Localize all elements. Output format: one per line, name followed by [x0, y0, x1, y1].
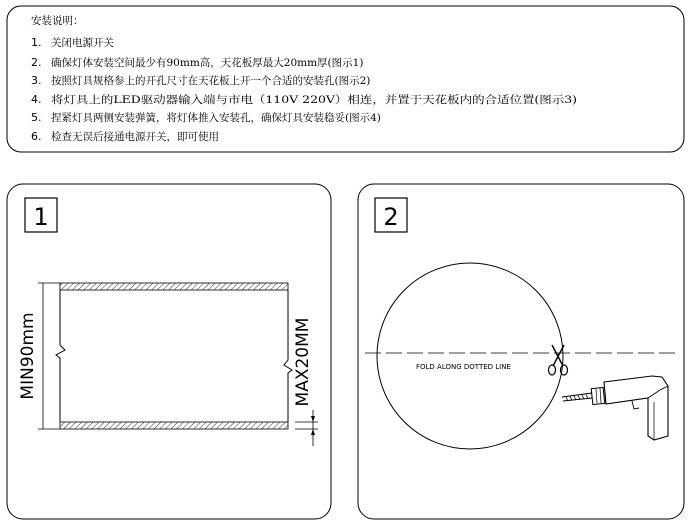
instruction-number: 1. — [31, 36, 42, 49]
instruction-number: 2. — [31, 56, 42, 69]
panel-2 — [358, 184, 684, 519]
instruction-number: 4. — [31, 93, 42, 106]
max-thickness-label: MAX20MM — [293, 317, 313, 407]
ceiling-bottom-strip — [60, 422, 288, 429]
instruction-text: 确保灯体安装空间最少有90mm高，天花板厚最大20mm厚(图示1) — [51, 57, 364, 69]
instructions-title: 安装说明： — [31, 15, 84, 27]
max-thickness-dimension — [293, 318, 318, 446]
drill-icon — [562, 376, 668, 440]
instruction-number: 3. — [31, 74, 42, 87]
instructions-box — [7, 6, 684, 152]
fold-label: FOLD ALONG DOTTED LINE — [416, 363, 511, 371]
instruction-text: 按照灯具规格参上的开孔尺寸在天花板上开一个合适的安装孔(图示2) — [51, 75, 371, 87]
instruction-text: 捏紧灯具两侧安装弹簧，将灯体推入安装孔，确保灯具安装稳妥(图示4) — [51, 112, 381, 124]
instruction-text: 关闭电源开关 — [51, 37, 114, 49]
space-boundary-right — [284, 290, 292, 422]
min-height-label: MIN90mm — [18, 312, 38, 400]
min-height-dimension — [18, 283, 60, 429]
panel-1 — [7, 184, 331, 519]
scissors-icon — [549, 345, 568, 375]
instruction-list — [31, 36, 577, 143]
instruction-number: 6. — [31, 130, 42, 143]
ceiling-top-strip — [60, 283, 288, 290]
panel-number: 1 — [33, 203, 49, 231]
panel-number: 2 — [383, 203, 399, 231]
instruction-text: 将灯具上的LED驱动器输入端与市电（110V 220V）相连，并置于天花板内的合适位置(图示3) — [51, 94, 495, 106]
space-boundary-left — [56, 290, 65, 422]
instruction-text: 检查无误后接通电源开关，即可使用 — [51, 131, 219, 143]
instruction-number: 5. — [31, 111, 42, 124]
cutout-circle — [377, 263, 563, 449]
